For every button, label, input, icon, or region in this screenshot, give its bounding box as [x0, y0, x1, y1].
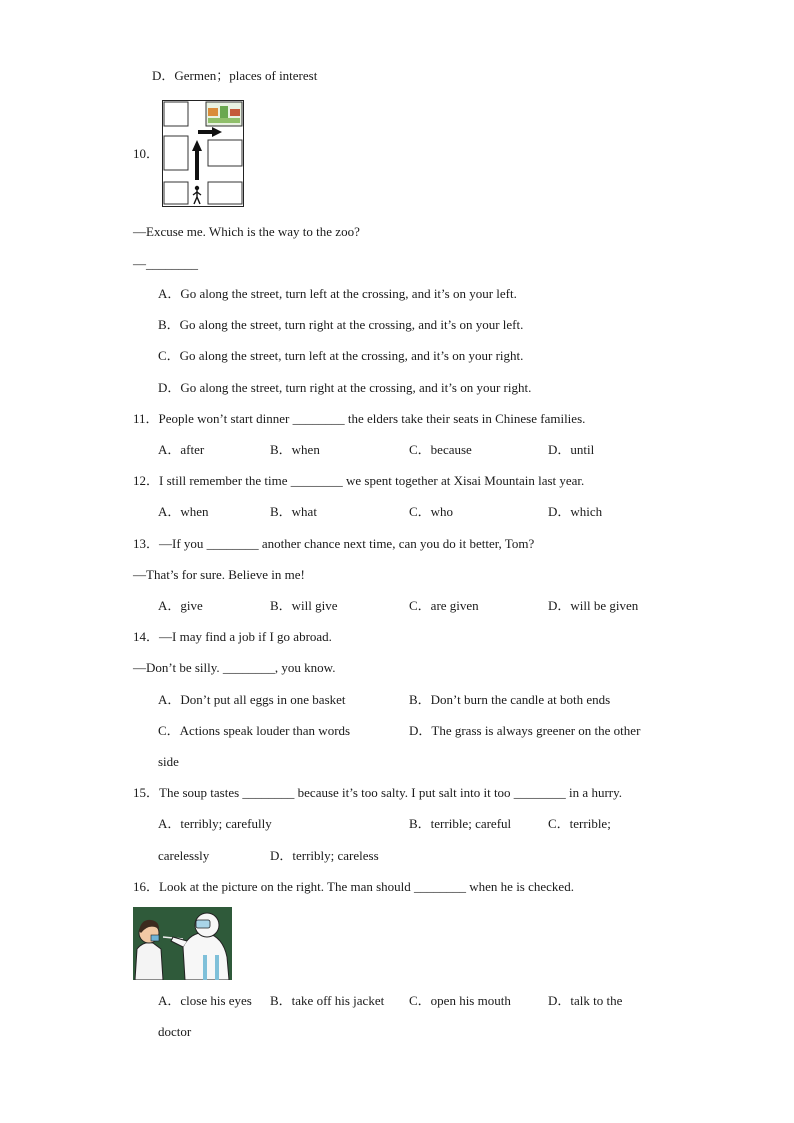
q15-option-d: D．terribly; careless — [270, 848, 379, 863]
q14-option-d: D．The grass is always greener on the other — [409, 723, 641, 738]
q14-option-d-wrap: side — [158, 754, 179, 769]
q15-option-a: A．terribly; carefully — [158, 816, 272, 831]
q14-option-a: A．Don’t put all eggs in one basket — [158, 692, 346, 707]
q11-option-a: A．after — [158, 442, 205, 457]
q10-dialog-line-1: —Excuse me. Which is the way to the zoo? — [133, 224, 360, 239]
q15-stem: 15．The soup tastes ________ because it’s too salty. I put salt into it too ________ in a hurry. — [133, 785, 623, 800]
q16-option-c: C．open his mouth — [409, 993, 511, 1008]
q11-option-c: C．because — [409, 442, 472, 457]
q13-reply: —That’s for sure. Believe in me! — [133, 567, 305, 582]
q12-option-d: D．which — [548, 504, 603, 519]
q13-option-c: C．are given — [409, 598, 479, 613]
q15-option-b: B．terrible; careful — [409, 816, 512, 831]
street-map-figure — [162, 100, 244, 207]
q12-stem: 12．I still remember the time ________ we spent together at Xisai Mountain last year. — [133, 473, 585, 488]
q15-option-c-wrap: carelessly — [158, 848, 210, 863]
q11-option-d: D．until — [548, 442, 595, 457]
q16-option-b: B．take off his jacket — [270, 993, 385, 1008]
q14-reply: —Don’t be silly. ________, you know. — [133, 660, 336, 675]
q11-option-b: B．when — [270, 442, 320, 457]
q13-option-b: B．will give — [270, 598, 338, 613]
q11-stem: 11．People won’t start dinner ________ the elders take their seats in Chinese families. — [133, 411, 586, 426]
q15-option-c: C．terrible; — [548, 816, 611, 831]
q13-option-d: D．will be given — [548, 598, 639, 613]
q16-option-d-wrap: doctor — [158, 1024, 192, 1039]
q14-option-c: C．Actions speak louder than words — [158, 723, 351, 738]
q14-stem: 14．—I may find a job if I go abroad. — [133, 629, 332, 644]
q13-option-a: A．give — [158, 598, 203, 613]
q13-stem: 13．—If you ________ another chance next time, can you do it better, Tom? — [133, 536, 535, 551]
q12-option-b: B．what — [270, 504, 317, 519]
q12-option-c: C．who — [409, 504, 454, 519]
q16-stem: 16．Look at the picture on the right. The man should ________ when he is checked. — [133, 879, 574, 894]
q10-option-d: D．Go along the street, turn right at the crossing, and it’s on your right. — [158, 380, 532, 395]
q10-option-a: A．Go along the street, turn left at the crossing, and it’s on your left. — [158, 286, 517, 301]
q12-option-a: A．when — [158, 504, 209, 519]
q14-option-b: B．Don’t burn the candle at both ends — [409, 692, 611, 707]
q16-option-d: D．talk to the — [548, 993, 623, 1008]
q10-option-b: B．Go along the street, turn right at the crossing, and it’s on your left. — [158, 317, 524, 332]
q10-dialog-line-2: —________ — [133, 256, 198, 271]
covid-test-illustration — [133, 907, 232, 980]
q9-option-d: D．Germen；places of interest — [152, 68, 318, 83]
zoo-icon — [206, 102, 242, 126]
q10-option-c: C．Go along the street, turn left at the crossing, and it’s on your right. — [158, 348, 524, 363]
q16-option-a: A．close his eyes — [158, 993, 252, 1008]
q10-number: 10． — [133, 146, 160, 161]
